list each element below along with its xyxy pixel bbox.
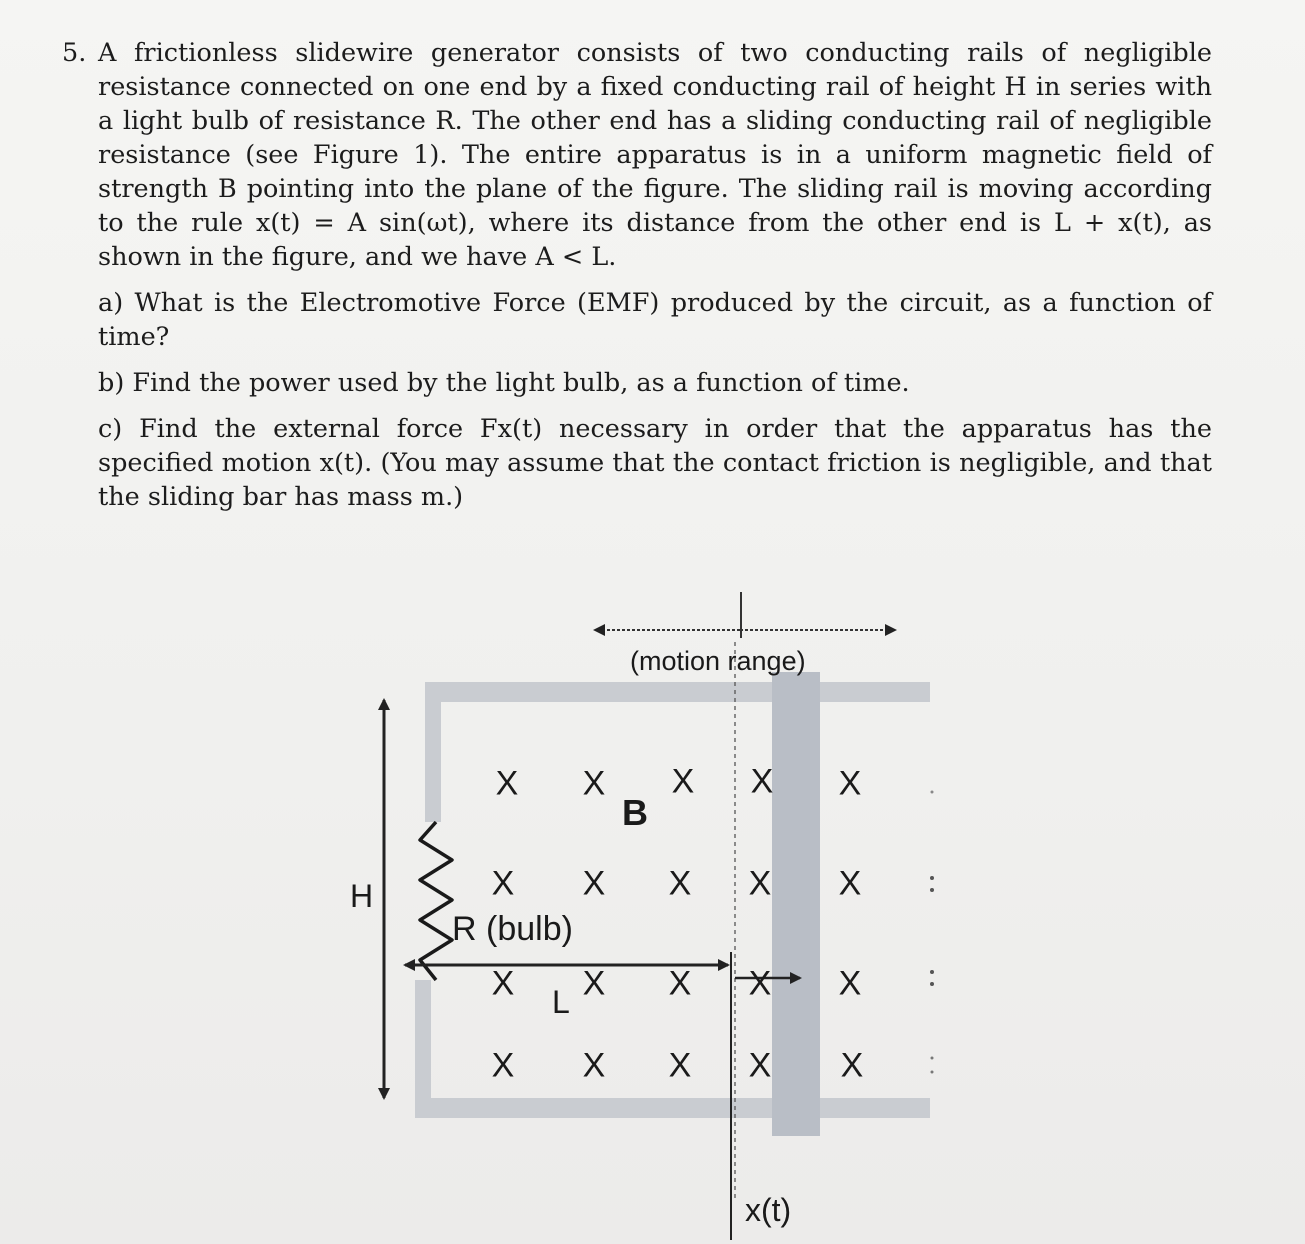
intro-text: A frictionless slidewire generator consists of two conducting rails of negligible resistance connected on one end by a fixed conducting rail of height H in series with a light bulb of resistance R. The other end has a sliding conducting rail of negligible resistance (see Figure 1). The entire apparatus is in a uniform magnetic field of strength B pointing into the plane of the figure. The sliding rail is moving according to the rule x(t) = A sin(ωt), where its distance from the other end is L + x(t), as shown in the figure, and we have A < L. [98, 38, 1212, 272]
part-b [98, 366, 1212, 400]
field-x-mark: X [491, 964, 515, 1003]
field-x-mark: X [582, 764, 606, 803]
problem-intro [98, 36, 1212, 274]
field-x-mark: X [491, 864, 515, 903]
figure-1 [0, 560, 1305, 1244]
part-a-text: a) What is the Electromotive Force (EMF) produced by the circuit, as a function of time? [98, 288, 1212, 352]
bottom-rail [415, 1098, 930, 1118]
fixed-rail-upper [425, 682, 441, 822]
height-label: H [350, 878, 374, 914]
field-x-mark: X [838, 764, 862, 803]
field-x-mark: X [838, 964, 862, 1003]
problem-number: 5. [62, 38, 87, 68]
field-x-mark: X [582, 1046, 606, 1085]
field-x-mark: X [748, 964, 772, 1003]
field-label: B [622, 792, 648, 833]
part-c-text: c) Find the external force Fx(t) necessary in order that the apparatus has the specified motion x(t). (You may assume that the contact friction is negligible, and that the sliding bar has mass m.) [98, 414, 1212, 512]
problem-5 [62, 36, 1212, 514]
field-x-mark: X [668, 964, 692, 1003]
field-x-mark: X [750, 762, 774, 801]
part-c [98, 412, 1212, 514]
displacement-label: x(t) [745, 1192, 792, 1228]
resistor-label: R (bulb) [452, 910, 573, 948]
field-x-mark: X [668, 1046, 692, 1085]
field-x-mark: X [668, 864, 692, 903]
field-x-mark: X [582, 864, 606, 903]
length-label: L [552, 984, 570, 1020]
field-x-mark: X [495, 764, 519, 803]
field-x-mark: X [840, 1046, 864, 1085]
field-x-mark: X [582, 964, 606, 1003]
motion-range-label: (motion range) [630, 646, 806, 676]
resistor-zigzag [420, 822, 452, 980]
part-a [98, 286, 1212, 354]
sliding-rail [772, 672, 820, 1136]
field-x-mark: X [671, 762, 695, 801]
part-b-text: b) Find the power used by the light bulb, as a function of time. [98, 368, 910, 398]
field-x-mark: X [491, 1046, 515, 1085]
field-x-mark: X [748, 864, 772, 903]
field-x-mark: X [838, 864, 862, 903]
fixed-rail-lower [415, 980, 431, 1118]
top-rail [425, 682, 930, 702]
field-x-mark: X [748, 1046, 772, 1085]
